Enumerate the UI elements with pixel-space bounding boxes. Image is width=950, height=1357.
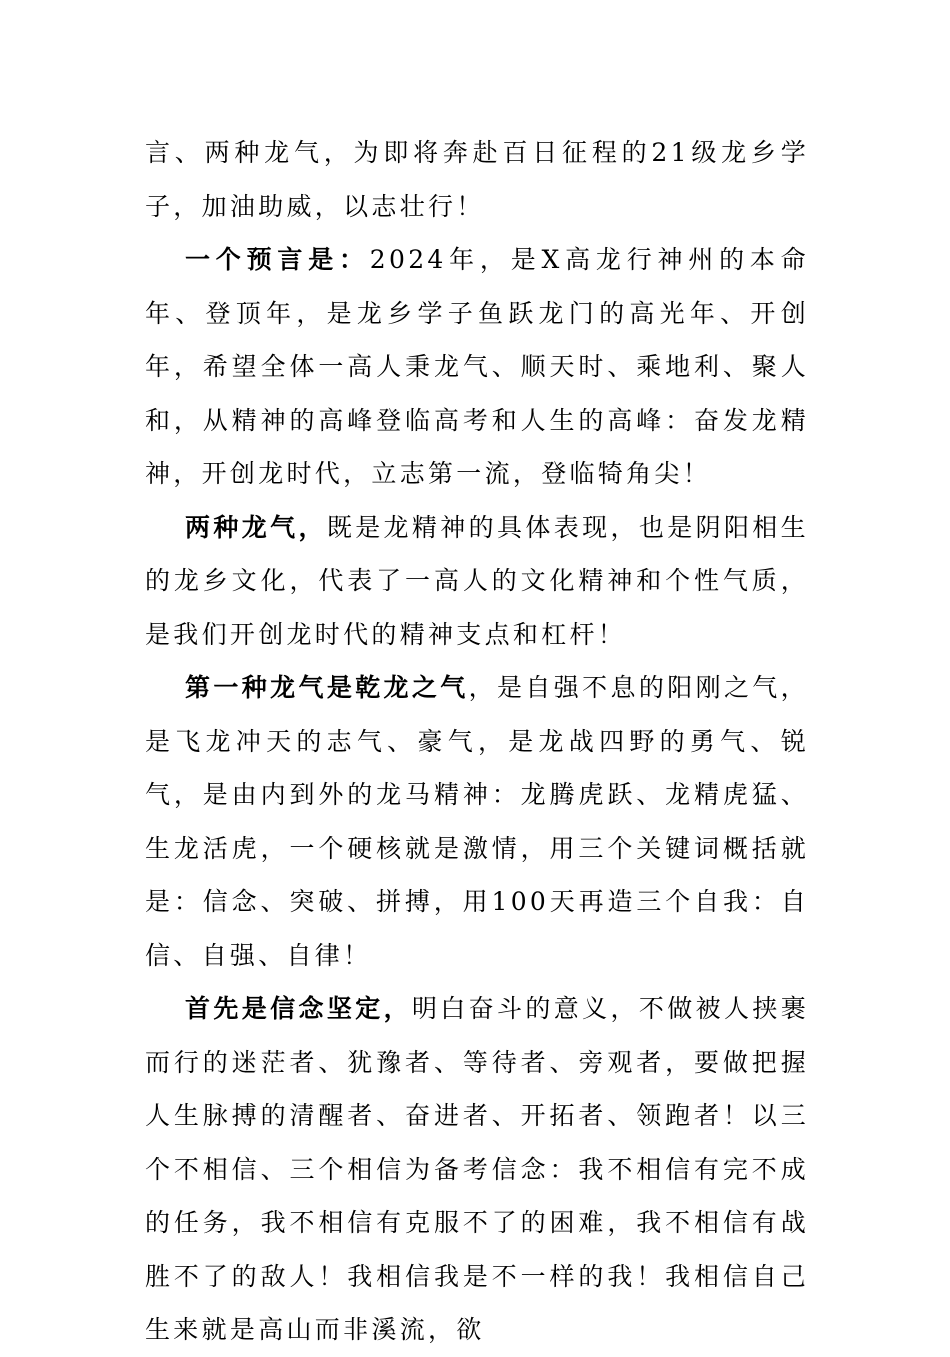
paragraph-first-dragon-spirit bbox=[145, 661, 809, 982]
paragraph-text: ，是自强不息的阳刚之气，是飞龙冲天的志气、豪气，是龙战四野的勇气、锐气，是由内到外的龙马精神：龙腾虎跃、龙精虎猛、生龙活虎，一个硬核就是激情，用三个关键词概括就是：信念、突破、拼搏，用100天再造三个自我：自信、自强、自律！ bbox=[145, 673, 809, 970]
paragraph-text: 2024年，是X高龙行神州的本命年、登顶年，是龙乡学子鱼跃龙门的高光年、开创年，希望全体一高人秉龙气、顺天时、乘地利、聚人和，从精神的高峰登临高考和人生的高峰：奋发龙精神，开创龙时代，立志第一流，登临犄角尖！ bbox=[145, 245, 809, 488]
paragraph-two-dragon-spirits bbox=[145, 501, 809, 662]
paragraph-text: 言、两种龙气，为即将奔赴百日征程的21级龙乡学子，加油助威，以志壮行！ bbox=[145, 138, 809, 221]
paragraph-firm-belief bbox=[145, 982, 809, 1357]
paragraph-lead: 两种龙气， bbox=[185, 512, 327, 542]
paragraph-lead: 第一种龙气是乾龙之气 bbox=[185, 673, 469, 702]
paragraph-prophecy bbox=[145, 233, 809, 501]
paragraph-text: 明白奋斗的意义，不做被人挟裹而行的迷茫者、犹豫者、等待者、旁观者，要做把握人生脉搏的清醒者、奋进者、开拓者、领跑者！以三个不相信、三个相信为备考信念：我不相信有完不成的任务，我不相信有克服不了的困难，我不相信有战胜不了的敌人！我相信我是不一样的我！我相信自己生来就是高山而非溪流，欲 bbox=[145, 994, 809, 1344]
document-body bbox=[145, 126, 809, 1357]
paragraph-text: 既是龙精神的具体表现，也是阴阳相生的龙乡文化，代表了一高人的文化精神和个性气质，是我们开创龙时代的精神支点和杠杆！ bbox=[145, 512, 809, 649]
paragraph-lead: 一个预言是： bbox=[185, 245, 370, 274]
paragraph-continuation bbox=[145, 126, 809, 233]
paragraph-lead: 首先是信念坚定， bbox=[185, 994, 412, 1023]
